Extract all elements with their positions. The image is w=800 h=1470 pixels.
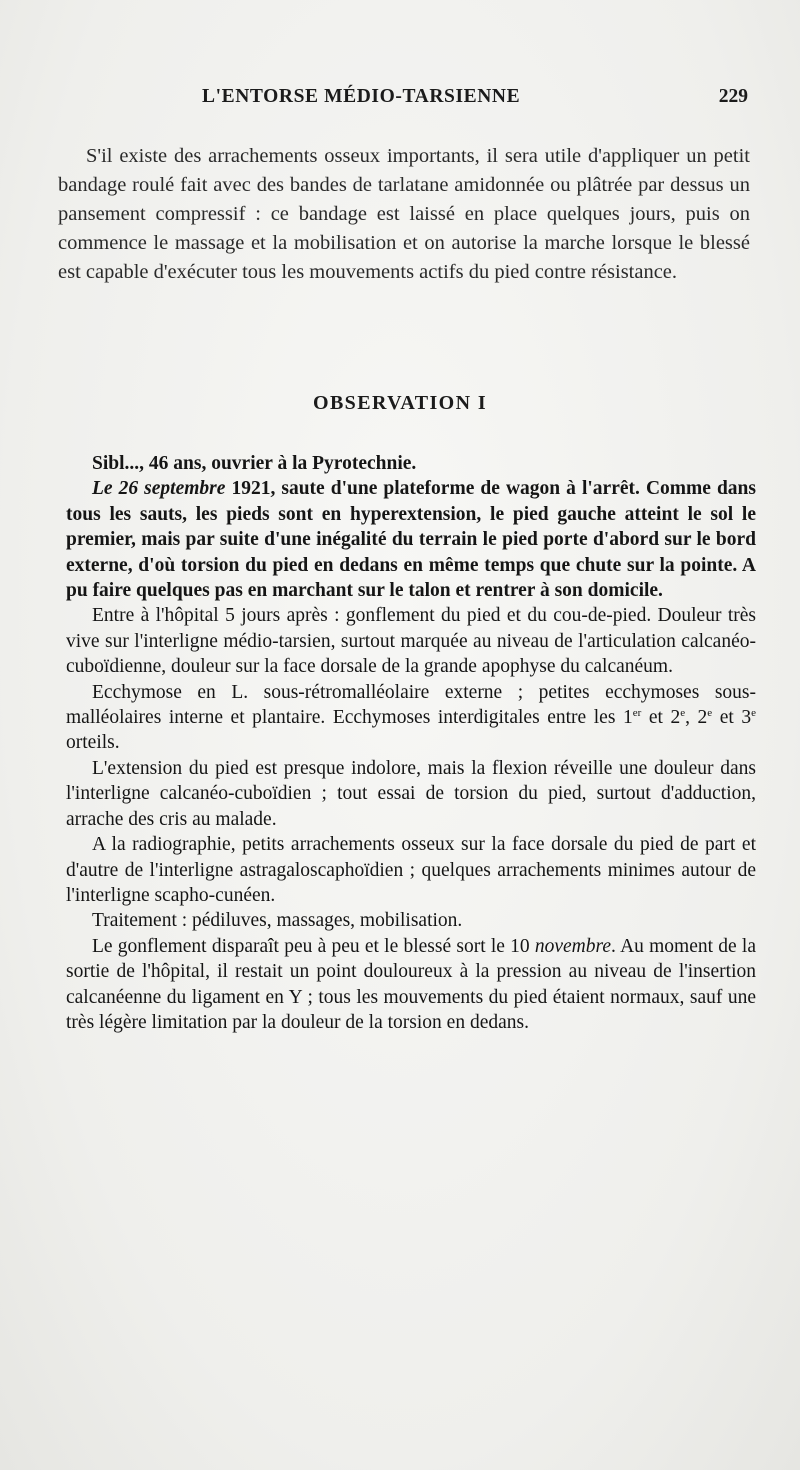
accident-date: Le 26 septembre [92,478,226,500]
ecchymosis-text: orteils. [66,732,120,754]
outcome-month: novembre [534,935,612,957]
patient-line: Sibl..., 46 ans, ouvrier à la Pyrotechnie. [92,453,417,474]
running-title: L'ENTORSE MÉDIO-TARSIENNE [202,86,521,107]
ecchymosis-text: et 3 [712,707,752,729]
ecchymosis-paragraph [66,680,756,756]
outcome-text: Le gonflement disparaît peu à peu et le blessé sort le 10 [92,935,535,957]
treatment-paragraph: Traitement : pédiluves, massages, mobilisation. [92,910,463,932]
ordinal-sup: e [751,707,757,720]
observation-body [66,451,756,1035]
ecchymosis-text: Ecchymose en L. sous-rétromalléolaire externe ; petites ecchymoses sous-malléolaires interne et plantaire. Ecchymoses interdigitales entre les 1 [66,681,756,729]
outcome-text: . Au moment de la sortie de l'hôpital, il restait un point douloureux à la pression au niveau de l'insertion calcanéenne du ligament en Y ; tous les mouvements du pied étaient normaux, sauf une très légère limitation par la douleur de la torsion en dedans. [66,935,756,1033]
observation-heading: OBSERVATION I [312,392,488,414]
ecchymosis-text: , 2 [685,707,708,729]
ordinal-sup: e [680,707,686,720]
intro-paragraph: S'il existe des arrachements osseux importants, il sera utile d'appliquer un petit bandage roulé fait avec des bandes de tarlatane amidonnée ou plâtrée par dessus un pansement compressif : ce bandage est laissé en place quelques jours, puis on commence le massage et la mobilisation et on autorise la marche lorsque le blessé est capable d'exécuter tous les mouvements actifs du pied contre résistance. [58,145,750,283]
outcome-paragraph [66,934,756,1036]
admission-paragraph: Entre à l'hôpital 5 jours après : gonflement du pied et du cou-de-pied. Douleur très vive sur l'interligne médio-tarsien, surtout marquée au niveau de l'articulation calcanéo-cuboïdienne, douleur sur la face dorsale de la grande apophyse du calcanéum. [66,605,756,678]
page-number: 229 [718,86,748,107]
accident-text: 1921, saute d'une plateforme de wagon à l'arrêt. Comme dans tous les sauts, les pieds sont en hyperextension, le pied gauche atteint le sol le premier, mais par suite d'une inégalité du terrain le pied porte d'abord sur le bord externe, d'où torsion du pied en dedans en même temps que chute sur la pointe. A pu faire quelques pas en marchant sur le talon et rentrer à son domicile. [66,478,756,602]
ecchymosis-text: et 2 [641,707,681,729]
examination-paragraph: L'extension du pied est presque indolore, mais la flexion réveille une douleur dans l'interligne calcanéo-cuboïdien ; tout essai de torsion du pied, surtout d'adduction, arrache des cris au malade. [66,757,756,830]
radiography-paragraph: A la radiographie, petits arrachements osseux sur la face dorsale du pied de part et d'autre de l'interligne astragaloscaphoïdien ; quelques arrachements minimes autour de l'interligne scapho-cunéen. [66,834,756,906]
page-header [70,86,750,116]
ordinal-sup: e [707,707,713,720]
accident-paragraph [66,476,756,603]
ordinal-sup: er [632,707,642,720]
